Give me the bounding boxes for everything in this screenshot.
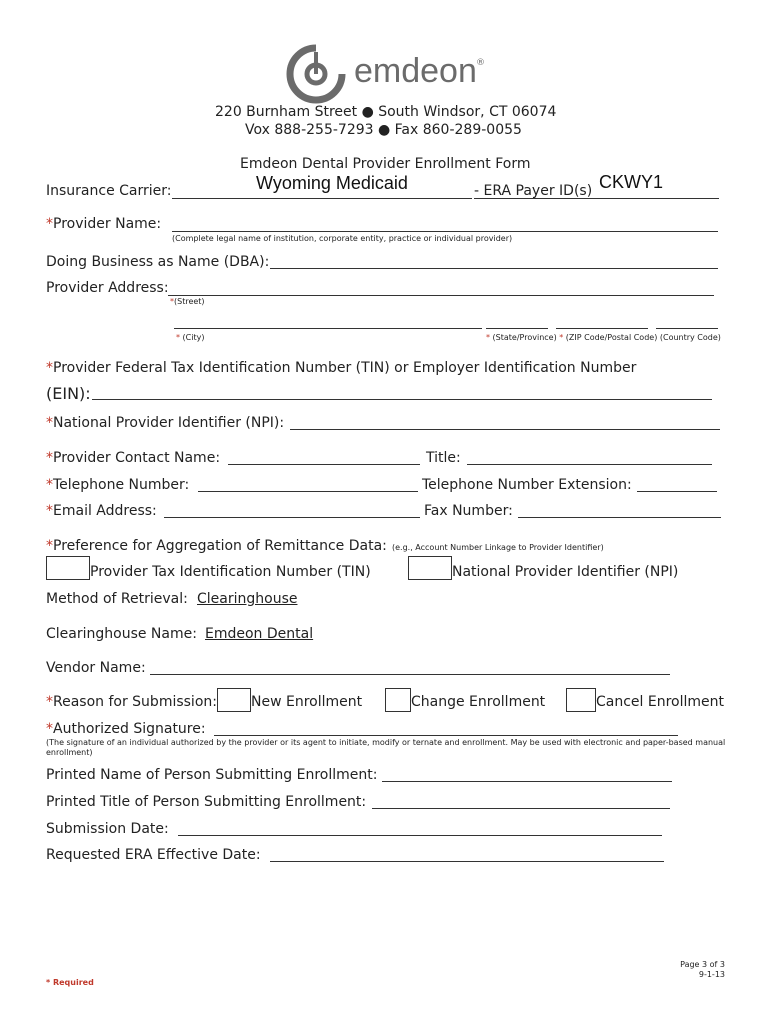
state-field[interactable] (486, 328, 548, 329)
logo-text: emdeon (354, 52, 477, 90)
tin-label: *Provider Federal Tax Identification Number (TIN) or Employer Identification Number (46, 360, 637, 376)
fax-field[interactable] (518, 517, 721, 518)
street-note: *(Street) (170, 297, 205, 306)
title-field[interactable] (467, 464, 712, 465)
registered-mark: ® (476, 58, 485, 68)
npi-field[interactable] (290, 429, 720, 430)
required-note: * Required (46, 978, 94, 987)
city-field[interactable] (174, 328, 482, 329)
title-label: Title: (426, 450, 461, 466)
ein-field[interactable] (92, 399, 712, 400)
country-field[interactable] (656, 328, 718, 329)
change-enrollment-label: Change Enrollment (411, 694, 546, 710)
page-number: Page 3 of 3 (680, 960, 725, 969)
insurance-carrier-label: Insurance Carrier: (46, 183, 172, 199)
telephone-field[interactable] (198, 491, 418, 492)
email-field[interactable] (164, 517, 420, 518)
npi-option-label: National Provider Identifier (NPI) (452, 564, 679, 580)
era-payer-value[interactable]: CKWY1 (599, 172, 664, 192)
retrieval-label: Method of Retrieval: (46, 591, 188, 607)
zip-field[interactable] (556, 328, 648, 329)
provider-name-field[interactable] (172, 231, 718, 232)
ein-label: (EIN): (46, 384, 91, 403)
printed-name-field[interactable] (382, 781, 672, 782)
insurance-carrier-line[interactable] (172, 198, 472, 199)
dba-field[interactable] (270, 268, 718, 269)
signature-note-line1: (The signature of an individual authorized by the provider or its agent to initiate, modify or ternate and enrollment. May be used with electronic and paper-based manual (46, 738, 726, 747)
insurance-carrier-value[interactable]: Wyoming Medicaid (256, 173, 408, 193)
signature-field[interactable] (214, 735, 678, 736)
emdeon-logo-icon (286, 44, 346, 104)
clearinghouse-value: Emdeon Dental (205, 626, 314, 642)
printed-title-label: Printed Title of Person Submitting Enrollment: (46, 794, 367, 810)
era-payer-label: - ERA Payer ID(s) (474, 183, 593, 199)
dba-label: Doing Business as Name (DBA): (46, 254, 270, 270)
signature-label: *Authorized Signature: (46, 721, 206, 737)
new-enrollment-label: New Enrollment (251, 694, 363, 710)
form-title: Emdeon Dental Provider Enrollment Form (240, 156, 531, 172)
npi-checkbox[interactable] (408, 556, 452, 580)
signature-note-line2: enrollment) (46, 748, 93, 757)
state-zip-country-note: * (State/Province) * (ZIP Code/Postal Code) (Country Code) (486, 333, 721, 342)
cancel-enrollment-checkbox[interactable] (566, 688, 596, 712)
cancel-enrollment-label: Cancel Enrollment (596, 694, 725, 710)
retrieval-value: Clearinghouse (197, 591, 298, 607)
provider-name-note: (Complete legal name of institution, corporate entity, practice or individual provider) (172, 234, 513, 243)
printed-name-label: Printed Name of Person Submitting Enrollment: (46, 767, 378, 783)
vendor-label: Vendor Name: (46, 660, 146, 676)
contact-line: Vox 888-255-7293 ● Fax 860-289-0055 (245, 122, 522, 138)
era-date-field[interactable] (270, 861, 664, 862)
street-field[interactable] (168, 295, 714, 296)
contact-name-label: *Provider Contact Name: (46, 450, 221, 466)
address-line: 220 Burnham Street ● South Windsor, CT 06074 (215, 104, 557, 120)
submission-date-field[interactable] (178, 835, 662, 836)
fax-label: Fax Number: (424, 503, 513, 519)
submission-date-label: Submission Date: (46, 821, 169, 837)
provider-name-label: *Provider Name: (46, 216, 162, 232)
extension-label: Telephone Number Extension: (422, 477, 632, 493)
npi-label: *National Provider Identifier (NPI): (46, 415, 285, 431)
aggregation-note: (e.g., Account Number Linkage to Provider Identifier) (392, 543, 604, 552)
era-payer-line[interactable] (474, 198, 719, 199)
new-enrollment-checkbox[interactable] (217, 688, 251, 712)
tin-option-label: Provider Tax Identification Number (TIN) (90, 564, 371, 580)
city-note: * (City) (176, 333, 205, 342)
change-enrollment-checkbox[interactable] (385, 688, 411, 712)
vendor-field[interactable] (150, 674, 670, 675)
extension-field[interactable] (637, 491, 717, 492)
reason-label: *Reason for Submission: (46, 694, 217, 710)
printed-title-field[interactable] (372, 808, 670, 809)
aggregation-label: *Preference for Aggregation of Remittance Data: (46, 538, 387, 554)
era-date-label: Requested ERA Effective Date: (46, 847, 261, 863)
email-label: *Email Address: (46, 503, 157, 519)
telephone-label: *Telephone Number: (46, 477, 190, 493)
contact-name-field[interactable] (228, 464, 420, 465)
revision-date: 9-1-13 (698, 970, 725, 979)
address-label: Provider Address: (46, 280, 169, 296)
clearinghouse-label: Clearinghouse Name: (46, 626, 197, 642)
tin-checkbox[interactable] (46, 556, 90, 580)
